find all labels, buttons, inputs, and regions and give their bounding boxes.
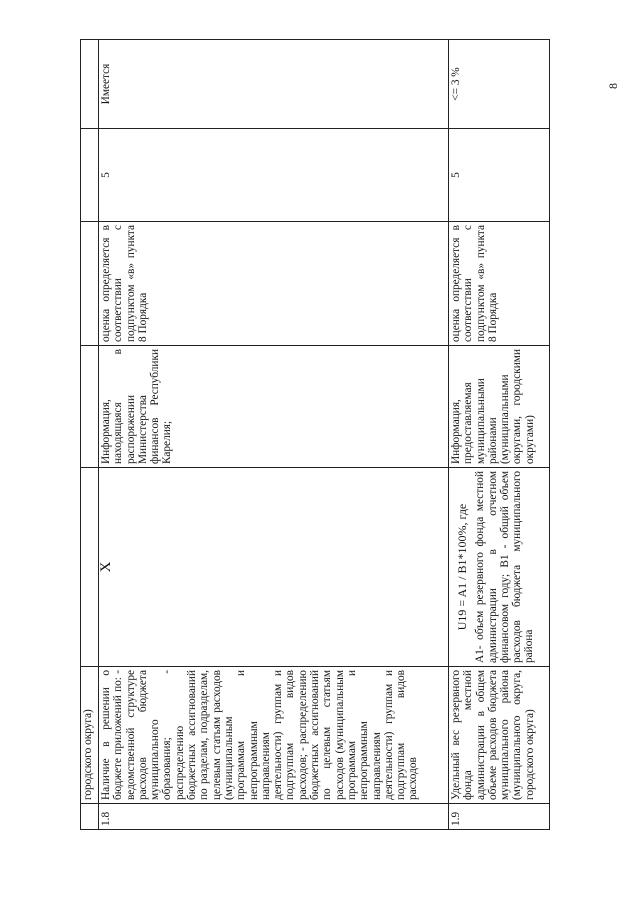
- row-number-cell: 1.8: [99, 804, 449, 830]
- table-row: [99, 40, 449, 830]
- rotated-table-container: [80, 40, 550, 830]
- indicator-cell: Наличие в решении о бюджете приложений по: - ведомственной структуре расходов бюджета муниципального образования; - распределению бюджетных ассигнований по разделам, подразделам, целевым статьям расходов (муниципальным программам и непрограммным направлениям деятельности) группам и подгруппам видов расходов; - распределению бюджетных ассигнований по целевым статьям расходов (муниципальным программам и непрограммным направлениям деятельности) группам и подгруппам видов расходов: [99, 667, 449, 804]
- value-cell: [81, 40, 99, 129]
- row-number-cell: 1.9: [449, 804, 550, 830]
- formula-cell: [81, 468, 99, 667]
- indicator-cell: городского округа): [81, 667, 99, 804]
- formula-cell: X: [99, 468, 449, 667]
- method-cell: оценка определяется в соответствии с подпунктом «в» пункта 8 Порядка: [449, 222, 550, 346]
- value-cell: <= 3 %: [449, 40, 550, 129]
- formula-note: A1- объем резервного фонда местной администрации в отчетном финансовом году; B1 - общий объем расходов бюджета муниципального района: [474, 471, 536, 663]
- indicator-cell: Удельный вес резервного фонда местной администрации в общем объеме расходов бюджета муниципального района (муниципального округа, городского округа): [449, 667, 550, 804]
- max-score-cell: [81, 129, 99, 222]
- page-number: 8: [606, 83, 620, 89]
- source-cell: [81, 346, 99, 468]
- source-cell: Информация, предоставляемая муниципальными районами (муниципальными округами, городскими округами): [449, 346, 550, 468]
- source-cell: Информация, находящаяся в распоряжении Министерства финансов Республики Карелия;: [99, 346, 449, 468]
- max-score-cell: 5: [449, 129, 550, 222]
- row-number-cell: [81, 804, 99, 830]
- value-cell: Имеется: [99, 40, 449, 129]
- method-cell: оценка определяется в соответствии с подпунктом «в» пункта 8 Порядка: [99, 222, 449, 346]
- formula-cell: [449, 468, 550, 667]
- table-row: [449, 40, 550, 830]
- criteria-table: [80, 39, 550, 830]
- max-score-cell: 5: [99, 129, 449, 222]
- method-cell: [81, 222, 99, 346]
- table-row: [81, 40, 99, 830]
- formula-expression: U19 = A1 / B1*100%, где: [455, 503, 469, 631]
